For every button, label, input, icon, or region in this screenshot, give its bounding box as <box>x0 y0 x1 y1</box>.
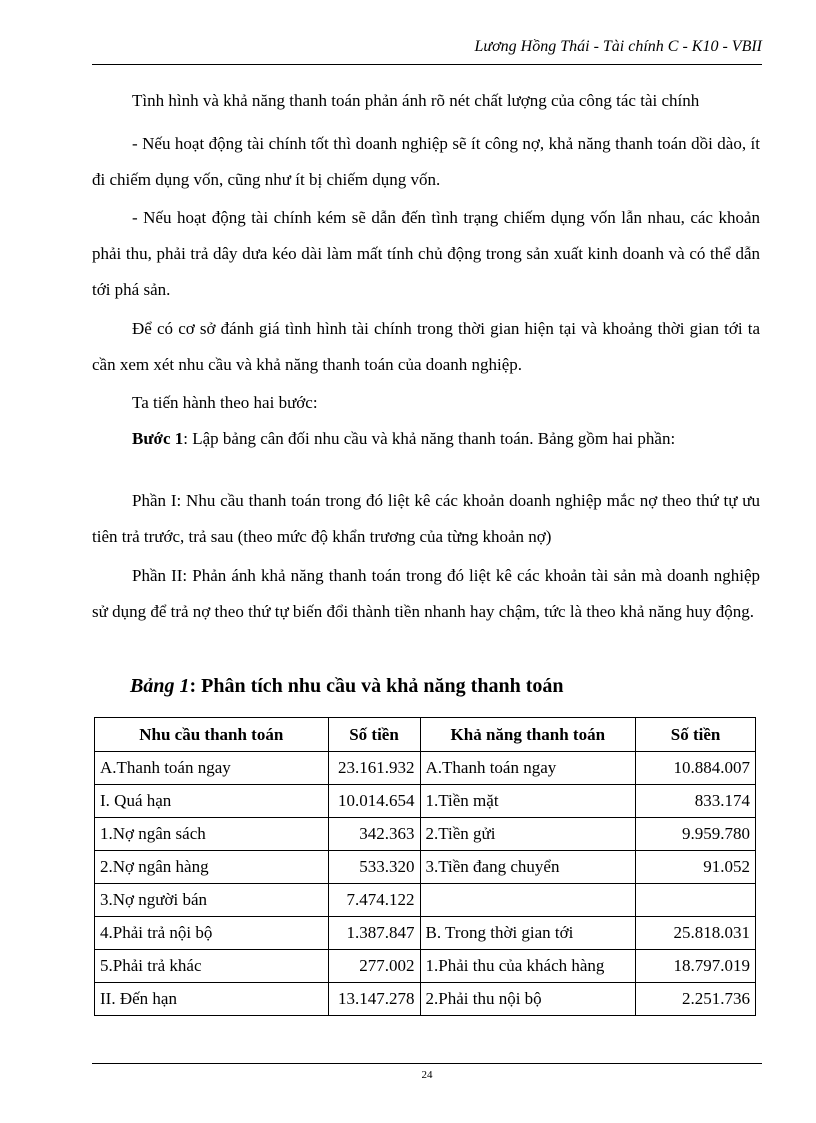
cell-need: 3.Nợ người bán <box>95 884 329 917</box>
header-amount-2: Số tiền <box>636 718 756 752</box>
cell-need-amount: 23.161.932 <box>328 752 420 785</box>
page-number: 24 <box>421 1069 433 1081</box>
page-header: Lương Hồng Thái - Tài chính C - K10 - VBII <box>474 38 762 55</box>
cell-need-amount: 7.474.122 <box>328 884 420 917</box>
cell-capacity-amount: 25.818.031 <box>636 917 756 950</box>
table-row <box>95 884 756 917</box>
cell-need: I. Quá hạn <box>95 785 329 818</box>
table-caption <box>130 675 563 698</box>
table-header-row <box>95 718 756 752</box>
footer-divider <box>92 1063 762 1064</box>
table-row <box>95 818 756 851</box>
paragraph-4: Để có cơ sở đánh giá tình hình tài chính trong thời gian hiện tại và khoảng thời gian tới ta cần xem xét nhu cầu và khả năng thanh toán của doanh nghiệp. <box>92 319 760 374</box>
cell-need-amount: 277.002 <box>328 950 420 983</box>
cell-capacity-amount: 2.251.736 <box>636 983 756 1016</box>
step-text: : Lập bảng cân đối nhu cầu và khả năng thanh toán. Bảng gồm hai phần: <box>183 429 676 448</box>
paragraph-2: - Nếu hoạt động tài chính tốt thì doanh nghiệp sẽ ít công nợ, khả năng thanh toán dồi dào, ít đi chiếm dụng vốn, cũng như ít bị chiếm dụng vốn. <box>92 134 760 189</box>
table-caption-text: : Phân tích nhu cầu và khả năng thanh toán <box>189 675 564 697</box>
cell-need-amount: 10.014.654 <box>328 785 420 818</box>
cell-need: 2.Nợ ngân hàng <box>95 851 329 884</box>
cell-capacity: B. Trong thời gian tới <box>420 917 636 950</box>
cell-capacity-amount: 10.884.007 <box>636 752 756 785</box>
cell-capacity: 2.Phải thu nội bộ <box>420 983 636 1016</box>
cell-capacity: 2.Tiền gửi <box>420 818 636 851</box>
cell-capacity-amount: 91.052 <box>636 851 756 884</box>
cell-capacity-amount <box>636 884 756 917</box>
cell-capacity: A.Thanh toán ngay <box>420 752 636 785</box>
cell-need-amount: 13.147.278 <box>328 983 420 1016</box>
payment-analysis-table <box>94 717 756 1016</box>
cell-need: 5.Phải trả khác <box>95 950 329 983</box>
cell-capacity-amount: 18.797.019 <box>636 950 756 983</box>
cell-need: II. Đến hạn <box>95 983 329 1016</box>
cell-need-amount: 1.387.847 <box>328 917 420 950</box>
cell-need-amount: 533.320 <box>328 851 420 884</box>
header-divider <box>92 64 762 65</box>
header-amount-1: Số tiền <box>328 718 420 752</box>
cell-capacity: 3.Tiền đang chuyển <box>420 851 636 884</box>
cell-need: 1.Nợ ngân sách <box>95 818 329 851</box>
paragraph-7: Phần I: Nhu cầu thanh toán trong đó liệt kê các khoản doanh nghiệp mắc nợ theo thứ tự ưu tiên trả trước, trả sau (theo mức độ khẩn trương của từng khoản nợ) <box>92 491 760 546</box>
paragraph-3: - Nếu hoạt động tài chính kém sẽ dẫn đến tình trạng chiếm dụng vốn lẫn nhau, các khoản phải thu, phải trả dây dưa kéo dài làm mất tính chủ động trong sản xuất kinh doanh và có thể dẫn tới phá sản. <box>92 208 760 299</box>
cell-need: A.Thanh toán ngay <box>95 752 329 785</box>
table-row <box>95 851 756 884</box>
table-row <box>95 983 756 1016</box>
paragraph-6 <box>92 421 760 457</box>
cell-capacity <box>420 884 636 917</box>
cell-capacity-amount: 833.174 <box>636 785 756 818</box>
paragraph-8: Phần II: Phản ánh khả năng thanh toán trong đó liệt kê các khoản tài sản mà doanh nghiệp sử dụng để trả nợ theo thứ tự biến đổi thành tiền nhanh hay chậm, tức là theo khả năng huy động. <box>92 566 760 621</box>
cell-capacity-amount: 9.959.780 <box>636 818 756 851</box>
table-row <box>95 917 756 950</box>
table-row <box>95 752 756 785</box>
table-row <box>95 950 756 983</box>
header-needs: Nhu cầu thanh toán <box>95 718 329 752</box>
paragraph-5: Ta tiến hành theo hai bước: <box>132 393 318 412</box>
cell-capacity: 1.Tiền mặt <box>420 785 636 818</box>
cell-need: 4.Phải trả nội bộ <box>95 917 329 950</box>
cell-capacity: 1.Phải thu của khách hàng <box>420 950 636 983</box>
table-row <box>95 785 756 818</box>
header-capacity: Khả năng thanh toán <box>420 718 636 752</box>
table-caption-label: Bảng 1 <box>130 675 190 697</box>
step-label: Bước 1 <box>132 429 184 448</box>
paragraph-1: Tình hình và khả năng thanh toán phản ánh rõ nét chất lượng của công tác tài chính <box>132 91 700 110</box>
cell-need-amount: 342.363 <box>328 818 420 851</box>
